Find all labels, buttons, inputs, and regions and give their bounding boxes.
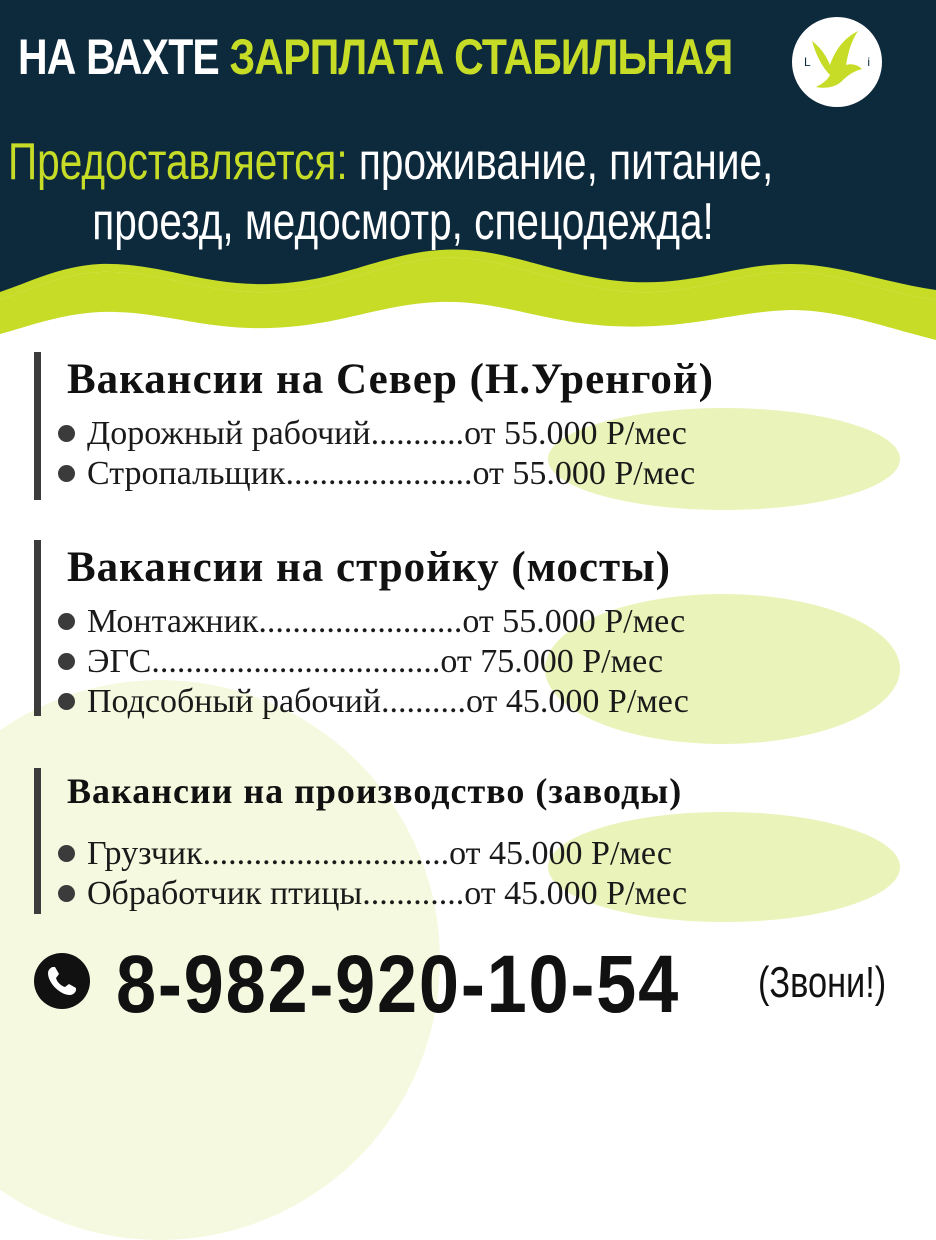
bullet-icon bbox=[58, 613, 75, 630]
bullet-icon bbox=[58, 845, 75, 862]
list-item: Монтажник........................от 55.000 Р/мес bbox=[67, 602, 689, 642]
vacancies-bridges bbox=[34, 540, 689, 720]
logo bbox=[788, 13, 886, 111]
list-item: ЭГС..................................от 75.000 Р/мес bbox=[67, 642, 689, 682]
bullet-icon bbox=[58, 653, 75, 670]
vacancies-north bbox=[34, 352, 714, 500]
header-banner bbox=[0, 0, 936, 340]
section-title: Вакансии на производство (заводы) bbox=[67, 771, 683, 811]
bullet-icon bbox=[58, 885, 75, 902]
bullet-icon bbox=[58, 693, 75, 710]
provide-line1: проживание, питание, bbox=[347, 133, 774, 191]
list-item: Грузчик.............................от 45.000 Р/мес bbox=[67, 834, 687, 874]
bullet-icon bbox=[58, 465, 75, 482]
phone-icon bbox=[34, 953, 90, 1009]
call-label: (Звони!) bbox=[758, 958, 887, 1007]
provide-line2: проезд, медосмотр, спецодежда! bbox=[92, 193, 714, 251]
logo-letter-right: i bbox=[867, 55, 870, 69]
list-item: Стропальщик......................от 55.000 Р/мес bbox=[67, 454, 714, 494]
provided-benefits bbox=[8, 132, 773, 252]
logo-letter-left: L bbox=[804, 55, 811, 69]
section-title: Вакансии на стройку (мосты) bbox=[67, 544, 671, 591]
list-item: Обработчик птицы............от 45.000 Р/мес bbox=[67, 874, 687, 914]
section-title: Вакансии на Север (Н.Уренгой) bbox=[67, 356, 714, 403]
header-title bbox=[18, 28, 732, 86]
title-green-part: ЗАРПЛАТА СТАБИЛЬНАЯ bbox=[229, 29, 733, 85]
list-item: Дорожный рабочий...........от 55.000 Р/мес bbox=[67, 414, 714, 454]
bullet-icon bbox=[58, 425, 75, 442]
list-item: Подсобный рабочий..........от 45.000 Р/мес bbox=[67, 682, 689, 722]
phone-number[interactable]: 8-982-920-10-54 bbox=[116, 939, 680, 1030]
vacancies-factories bbox=[34, 768, 687, 914]
bird-logo-icon bbox=[792, 17, 882, 107]
provide-label: Предоставляется: bbox=[8, 133, 348, 191]
title-white-part: НА ВАХТЕ bbox=[18, 29, 219, 85]
